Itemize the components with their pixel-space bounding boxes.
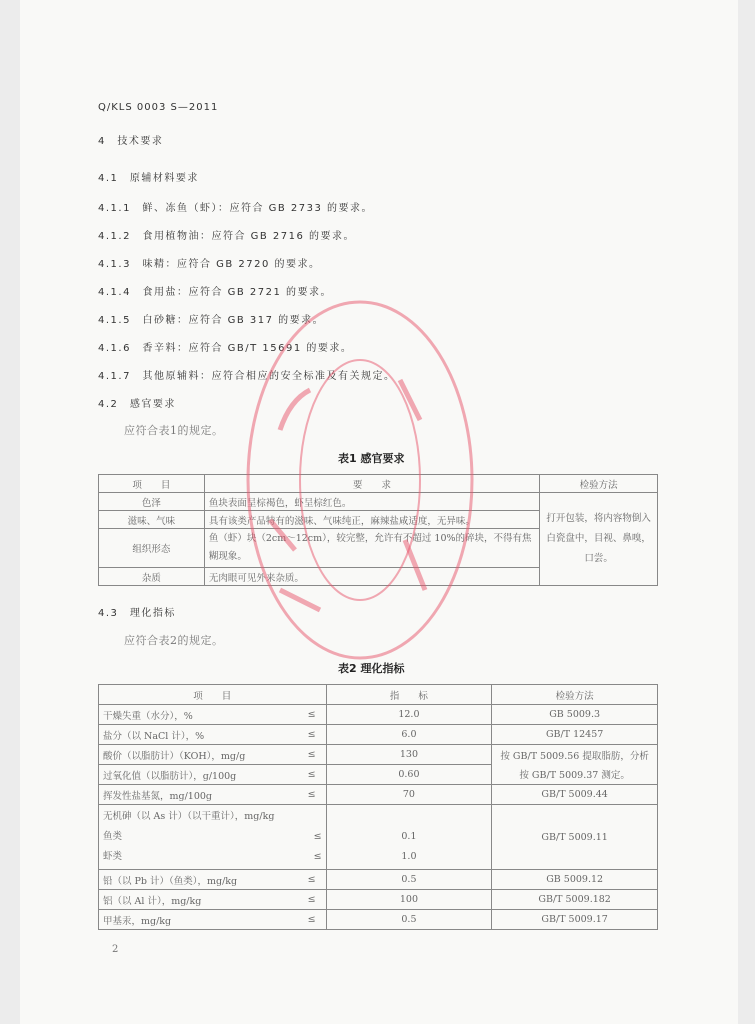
- row-value: 0.60: [326, 765, 492, 785]
- row-requirement: 鱼块表面呈棕褐色，虾呈棕红色。: [204, 493, 539, 511]
- table-row: [99, 870, 658, 890]
- row-requirement: 具有该类产品特有的滋味、气味纯正，麻辣盐咸适度，无异味。: [204, 511, 539, 529]
- table-row: [99, 765, 658, 785]
- header-method: 检验方法: [540, 475, 658, 493]
- row-symbol: ≤: [298, 910, 326, 930]
- table2-caption: 表2 理化指标: [338, 662, 405, 675]
- row-method: 按 GB/T 5009.56 提取脂肪，分析: [492, 745, 658, 765]
- physchem-table: [98, 684, 658, 930]
- table-row-arsenic: [99, 805, 658, 870]
- table-row: [99, 745, 658, 765]
- row-method: GB 5009.12: [492, 870, 658, 890]
- row-method: GB/T 5009.17: [492, 910, 658, 930]
- header-method: 检验方法: [492, 685, 658, 705]
- sensory-table: [98, 474, 658, 586]
- row-method: GB/T 5009.44: [492, 785, 658, 805]
- table-row: [99, 493, 658, 511]
- row-symbol: ≤: [298, 890, 326, 910]
- section-4-1-4: 4.1.4 食用盐：应符合 GB 2721 的要求。: [98, 287, 333, 298]
- row-symbol: ≤: [298, 745, 326, 765]
- section-4-2: 4.2 感官要求: [98, 399, 176, 410]
- table1-caption: 表1 感官要求: [338, 452, 405, 465]
- header-item: 项 目: [99, 475, 205, 493]
- row-value: 12.0: [326, 705, 492, 725]
- row-symbol: ≤: [298, 870, 326, 890]
- section-4-1-5: 4.1.5 白砂糖：应符合 GB 317 的要求。: [98, 315, 325, 326]
- section-4-1-7: 4.1.7 其他原辅料：应符合相应的安全标准及有关规定。: [98, 371, 396, 382]
- table-row: [99, 785, 658, 805]
- section-4-1-1: 4.1.1 鲜、冻鱼（虾）：应符合 GB 2733 的要求。: [98, 203, 374, 214]
- row-method: GB 5009.3: [492, 705, 658, 725]
- row-item: 组织形态: [99, 529, 205, 568]
- arsenic-fish: 鱼类: [103, 831, 123, 842]
- row-item: 挥发性盐基氮，mg/100g: [99, 785, 299, 805]
- row-symbol: ≤: [298, 785, 326, 805]
- row-symbol: ≤: [298, 765, 326, 785]
- document-page: [20, 0, 738, 1024]
- arsenic-shrimp-symbol: ≤: [313, 851, 322, 862]
- arsenic-fish-symbol: ≤: [313, 831, 322, 842]
- section-4: 4 技术要求: [98, 136, 164, 147]
- section-4-1-6: 4.1.6 香辛料：应符合 GB/T 15691 的要求。: [98, 343, 353, 354]
- sensory-method: 打开包装，将内容物倒入白瓷盘中，目视、鼻嗅，口尝。: [540, 493, 658, 586]
- section-4-1-3: 4.1.3 味精：应符合 GB 2720 的要求。: [98, 259, 321, 270]
- row-item: 盐分（以 NaCl 计），%: [99, 725, 299, 745]
- row-value: 6.0: [326, 725, 492, 745]
- sensory-intro: 应符合表1的规定。: [124, 424, 224, 437]
- header-value: 指 标: [326, 685, 492, 705]
- row-item: 酸价（以脂肪计）（KOH），mg/g: [99, 745, 299, 765]
- arsenic-shrimp: 虾类: [103, 851, 123, 862]
- section-4-1-2: 4.1.2 食用植物油：应符合 GB 2716 的要求。: [98, 231, 356, 242]
- row-item: 色泽: [99, 493, 205, 511]
- table-row: [99, 705, 658, 725]
- page-number: 2: [112, 944, 119, 955]
- section-4-1: 4.1 原辅材料要求: [98, 173, 199, 184]
- row-requirement: 鱼（虾）块（2cm～12cm），较完整，允许有不超过 10%的碎块，不得有焦糊现象。: [204, 529, 539, 568]
- table-row: [99, 910, 658, 930]
- arsenic-fish-value: 0.1: [401, 831, 417, 842]
- header-requirement: 要 求: [204, 475, 539, 493]
- table-header-row: [99, 685, 658, 705]
- arsenic-values: [326, 805, 492, 870]
- row-item: 干燥失重（水分），%: [99, 705, 299, 725]
- row-value: 0.5: [326, 870, 492, 890]
- table-header-row: [99, 475, 658, 493]
- document-code: Q/KLS 0003 S—2011: [98, 102, 219, 113]
- row-method: GB/T 12457: [492, 725, 658, 745]
- row-item: 甲基汞，mg/kg: [99, 910, 299, 930]
- row-value: 0.5: [326, 910, 492, 930]
- physchem-intro: 应符合表2的规定。: [124, 634, 224, 647]
- row-value: 100: [326, 890, 492, 910]
- row-item: 滋味、气味: [99, 511, 205, 529]
- arsenic-symbols: [298, 805, 326, 870]
- row-requirement: 无肉眼可见外来杂质。: [204, 568, 539, 586]
- arsenic-shrimp-value: 1.0: [401, 851, 417, 862]
- row-method: GB/T 5009.182: [492, 890, 658, 910]
- row-item: 铅（以 Pb 计）（鱼类），mg/kg: [99, 870, 299, 890]
- arsenic-item: [99, 805, 299, 870]
- row-item: 杂质: [99, 568, 205, 586]
- arsenic-method: GB/T 5009.11: [492, 805, 658, 870]
- table-row: [99, 725, 658, 745]
- table-row: [99, 890, 658, 910]
- section-4-3: 4.3 理化指标: [98, 608, 176, 619]
- row-item: 过氧化值（以脂肪计），g/100g: [99, 765, 299, 785]
- arsenic-label: 无机砷（以 As 计）（以干重计），mg/kg: [103, 811, 275, 822]
- row-item: 铝（以 Al 计），mg/kg: [99, 890, 299, 910]
- row-symbol: ≤: [298, 725, 326, 745]
- header-item: 项 目: [99, 685, 327, 705]
- row-method: 按 GB/T 5009.37 测定。: [492, 765, 658, 785]
- row-value: 70: [326, 785, 492, 805]
- row-symbol: ≤: [298, 705, 326, 725]
- row-value: 130: [326, 745, 492, 765]
